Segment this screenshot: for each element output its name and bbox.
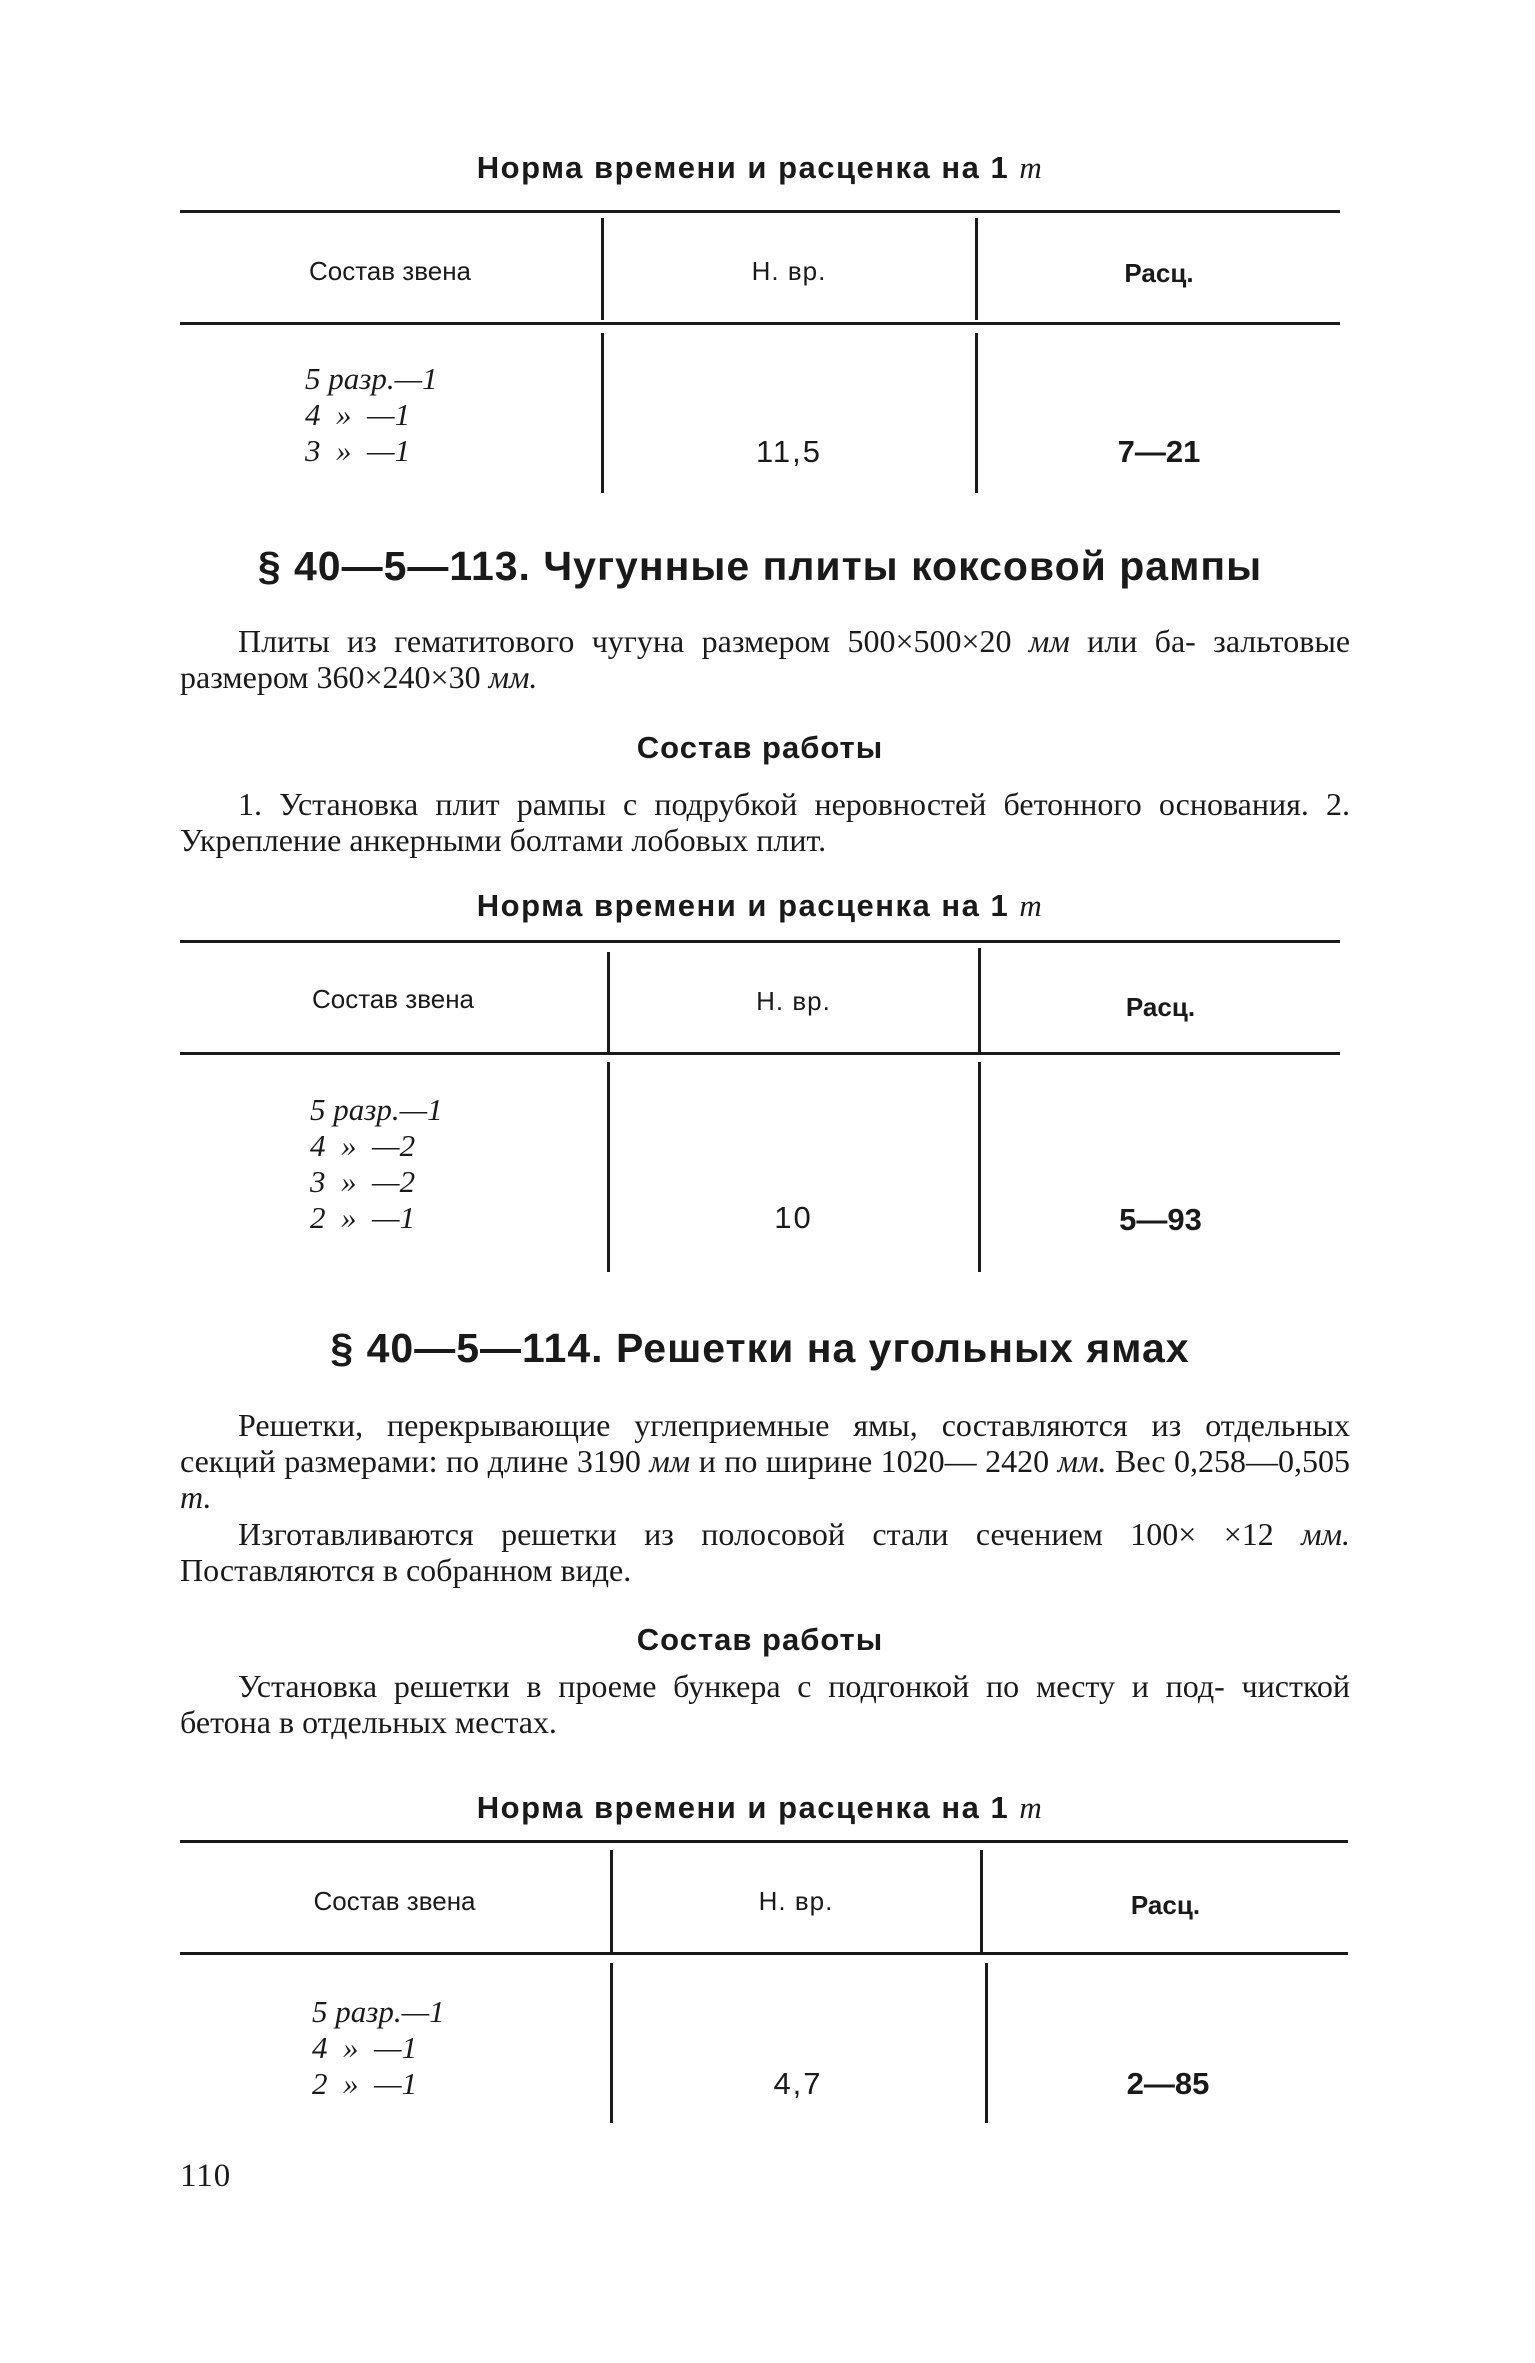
table2-crew-line-4: 2 » —1 bbox=[310, 1200, 416, 1235]
section-113-description bbox=[180, 623, 1350, 695]
table1-caption-text: Норма времени и расценка на 1 bbox=[476, 150, 1010, 185]
table3-header-crew: Состав звена bbox=[313, 1886, 476, 1916]
table1-caption bbox=[180, 150, 1340, 186]
section-114-work-caption: Состав работы bbox=[636, 1622, 884, 1657]
section-114-heading: § 40—5—114. Решетки на угольных ямах bbox=[330, 1325, 1190, 1371]
section-114-p1-text-c: Вес 0,258—0,505 bbox=[1114, 1443, 1351, 1479]
table1-crew-cell bbox=[305, 361, 505, 469]
table2-divider-2-body bbox=[978, 1062, 981, 1272]
table2-top-rule bbox=[180, 940, 1340, 943]
table2-header-rule bbox=[180, 1052, 1340, 1055]
table3-header-rule bbox=[180, 1952, 1348, 1955]
table1-crew-line-2: 4 » —1 bbox=[305, 397, 411, 432]
section-114-p2-text-a: Изготавливаются решетки из полосовой стали сечением 100× ×12 bbox=[238, 1516, 1274, 1552]
section-113-description-text-a: Плиты из гематитового чугуна размером 500×500×20 bbox=[238, 623, 1012, 659]
section-113-description-unit-1: мм bbox=[1028, 623, 1070, 659]
page-number: 110 bbox=[180, 2158, 232, 2194]
table1-crew-line-1: 5 разр.—1 bbox=[305, 361, 438, 396]
section-114-paragraph-1 bbox=[180, 1407, 1350, 1515]
table2-crew-line-3: 3 » —2 bbox=[310, 1164, 416, 1199]
table3-crew-cell bbox=[312, 1994, 512, 2102]
table3-crew-line-2: 4 » —1 bbox=[312, 2030, 418, 2065]
section-114-p2-text-b: Поставляются в собранном виде. bbox=[180, 1552, 632, 1588]
table1-header-rule bbox=[180, 322, 1340, 325]
section-114-p1-text-a: Решетки, перекрывающие углеприемные ямы, составляются из отдельных секций размерами: по длине 3190 bbox=[180, 1407, 1350, 1479]
table2-crew-cell bbox=[310, 1092, 510, 1236]
section-114-p2-unit: мм. bbox=[1301, 1516, 1351, 1552]
table1-caption-unit: т bbox=[1019, 150, 1044, 185]
table3-top-rule bbox=[180, 1840, 1348, 1843]
table1-crew-line-3: 3 » —1 bbox=[305, 433, 411, 468]
section-114-paragraph-2 bbox=[180, 1516, 1350, 1588]
table3-caption bbox=[180, 1790, 1340, 1826]
table1-header-norm: Н. вр. bbox=[751, 256, 827, 286]
section-114-p1-unit-2: мм. bbox=[1057, 1443, 1107, 1479]
section-114-p1-unit-1: мм bbox=[649, 1443, 691, 1479]
table2-caption-unit: т bbox=[1019, 888, 1044, 923]
table3-header-price: Расц. bbox=[1130, 1890, 1201, 1920]
section-113-work-text: 1. Установка плит рампы с подрубкой неровностей бетонного основания. 2. Укрепление анкерными болтами лобовых плит. bbox=[180, 786, 1350, 858]
table2-caption-text: Норма времени и расценка на 1 bbox=[476, 888, 1010, 923]
table2-crew-line-1: 5 разр.—1 bbox=[310, 1092, 443, 1127]
table1-norm-value: 11,5 bbox=[755, 434, 823, 469]
table2-price-value: 5—93 bbox=[1119, 1202, 1202, 1237]
table1-price-value: 7—21 bbox=[1117, 434, 1201, 469]
table2-caption bbox=[180, 888, 1340, 924]
section-114-p1-unit-3: т. bbox=[180, 1479, 212, 1515]
section-113-work-caption: Состав работы bbox=[636, 730, 884, 765]
table3-price-value: 2—85 bbox=[1126, 2066, 1210, 2101]
section-114-p1-text-b: и по ширине 1020— 2420 bbox=[698, 1443, 1050, 1479]
table2-header-crew: Состав звена bbox=[311, 984, 475, 1014]
table3-caption-text: Норма времени и расценка на 1 bbox=[476, 1790, 1010, 1825]
table2-header-norm: Н. вр. bbox=[756, 986, 831, 1016]
section-113-description-unit-2: мм. bbox=[488, 659, 538, 695]
table3-caption-unit: т bbox=[1019, 1790, 1044, 1825]
table2-crew-line-2: 4 » —2 bbox=[310, 1128, 416, 1163]
table1-top-rule bbox=[180, 210, 1340, 213]
table2-header-price: Расц. bbox=[1125, 992, 1196, 1022]
table1-header-crew: Состав звена bbox=[308, 256, 472, 286]
table2-norm-value: 10 bbox=[774, 1200, 813, 1235]
table3-norm-value: 4,7 bbox=[773, 2066, 823, 2101]
section-114-work-text: Установка решетки в проеме бункера с подгонкой по месту и под- чисткой бетона в отдельных местах. bbox=[180, 1668, 1350, 1740]
table3-header-norm: Н. вр. bbox=[758, 1886, 834, 1916]
section-113-heading: § 40—5—113. Чугунные плиты коксовой рампы bbox=[257, 543, 1263, 589]
section-113-description-text-b: или ба- зальтовые размером 360×240×30 bbox=[180, 623, 1351, 695]
table3-crew-line-1: 5 разр.—1 bbox=[312, 1994, 445, 2029]
table3-crew-line-3: 2 » —1 bbox=[312, 2066, 418, 2101]
table1-header-price: Расц. bbox=[1124, 258, 1194, 288]
table2-divider-1-body bbox=[607, 1062, 610, 1272]
